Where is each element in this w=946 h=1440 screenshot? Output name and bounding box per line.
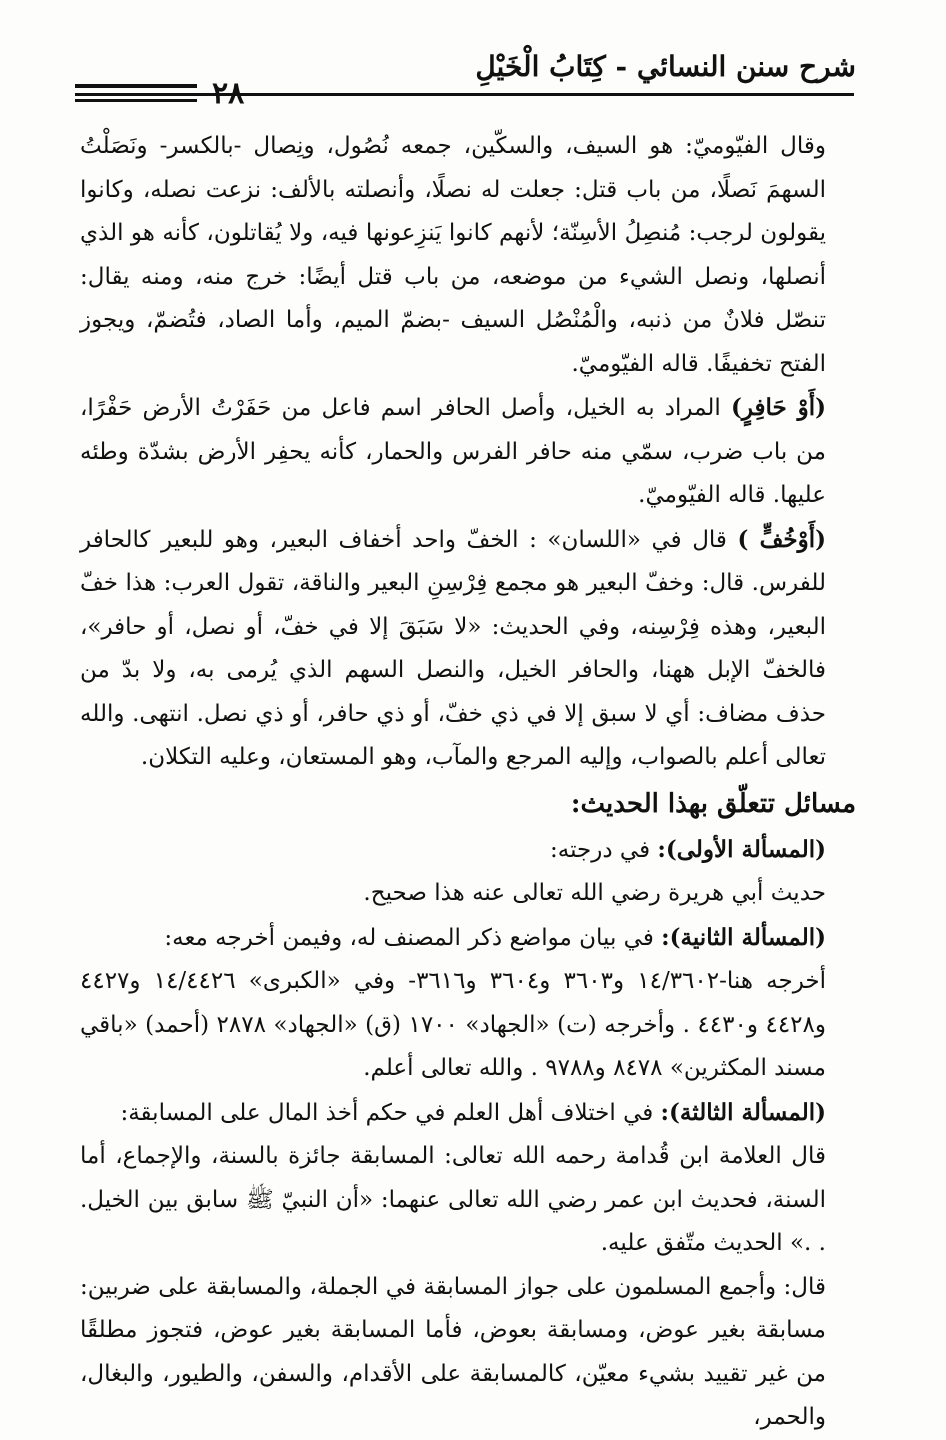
issue-two-label: (المسألة الثانية): — [661, 923, 826, 951]
paragraph-khuff-text: قال في «اللسان» : الخفّ واحد أخفاف البعير، وهو للبعير كالحافر للفرس. قال: وخفّ البعير هو مجمع فِرْسِنِ البعير والناقة، تقول العرب: هذا خفّ البعير، وهذه فِرْسِنه، وفي الحديث: «لا سَبَقَ إلا في خفّ، أو نصل، أو حافر»، فالخفّ الإبل ههنا، والحافر الخيل، والنصل السهم الذي يُرمى به، ولا بدّ من حذف مضاف: أي لا سبق إلا في ذي خفّ، أو ذي حافر، أو ذي نصل. انتهى. والله تعالى أعلم بالصواب، وإليه المرجع والمآب، وهو المستعان، وعليه التكلان. — [80, 526, 826, 770]
term-khuff: (أَوْخُفٍّ ) — [737, 525, 826, 553]
paragraph-hafir-text: المراد به الخيل، وأصل الحافر اسم فاعل من حَفَرْتُ الأرض حَفْرًا، من باب ضرب، سمّي منه حافر الفرس والحمار، كأنه يحفِر الأرض بشدّة وطئه عليها. قاله الفيّوميّ. — [80, 395, 826, 508]
issue-three-body: قال العلامة ابن قُدامة رحمه الله تعالى: المسابقة جائزة بالسنة، والإجماع، أما السنة، فحديث ابن عمر رضي الله تعالى عنهما: «أن النبيّ ﷺ سابق بين الخيل. . .» الحديث متّفق عليه. — [80, 1143, 826, 1256]
issue-three — [80, 1091, 856, 1136]
issue-two-title: في بيان مواضع ذكر المصنف له، وفيمن أخرجه معه: — [164, 924, 662, 951]
header-rule-upper — [75, 84, 197, 88]
issue-three-label: (المسألة الثالثة): — [660, 1098, 826, 1126]
issue-three-title: في اختلاف أهل العلم في حكم أخذ المال على المسابقة: — [120, 1099, 661, 1126]
page-body — [80, 125, 856, 1440]
running-header-title: شرح سنن النسائي - كِتَابُ الْخَيْلِ — [475, 50, 856, 83]
paragraph-consensus: قال: وأجمع المسلمون على جواز المسابقة في الجملة، والمسابقة على ضربين: مسابقة بغير عوض، ومسابقة بعوض، فأما المسابقة بغير عوض، فتجوز مطلقًا من غير تقييد بشيء معيّن، كالمسابقة على الأقدام، والسفن، والطيور، والبغال، والحمر، — [80, 1273, 826, 1430]
issue-one-label: (المسألة الأولى): — [657, 835, 826, 863]
issue-one — [80, 828, 856, 873]
paragraph-khuff — [80, 518, 856, 780]
issue-two — [80, 916, 856, 961]
issue-one-title: في درجته: — [550, 836, 658, 863]
header-rule — [75, 93, 854, 96]
issue-two-body: أخرجه هنا-١٤/٣٦٠٢ و٣٦٠٣ و٣٦٠٤ و٣٦١٦- وفي «الكبرى» ١٤/٤٤٢٦ و٤٤٢٧ و٤٤٢٨ و٤٤٣٠ . وأخرجه (ت) «الجهاد» ١٧٠٠ (ق) «الجهاد» ٢٨٧٨ (أحمد) «باقي مسند المكثرين» ٨٤٧٨ و٩٧٨٨ . والله تعالى أعلم. — [80, 968, 826, 1081]
issue-one-body: حديث أبي هريرة رضي الله تعالى عنه هذا صحيح. — [363, 880, 826, 906]
term-hafir: (أَوْ حَافِرٍ) — [730, 394, 826, 421]
paragraph-hafir — [80, 386, 856, 518]
header-rule-lower — [75, 99, 197, 102]
paragraph-nasl: وقال الفيّوميّ: هو السيف، والسكّين، جمعه نُصُول، ونِصال -بالكسر- ونَصَلْتُ السهمَ نَصلًا، من باب قتل: جعلت له نصلًا، وأنصلته بالألف: نزعت نصله، وكانوا يقولون لرجب: مُنصِلُ الأسِنّة؛ لأنهم كانوا يَنزِعونها فيه، ولا يُقاتلون، كأنه هو الذي أنصلها، ونصل الشيء من موضعه، من باب قتل أيضًا: خرج منه، ومنه يقال: تنصّل فلانٌ من ذنبه، والْمُنْصُل السيف -بضمّ الميم، وأما الصاد، فتُضمّ، ويجوز الفتح تخفيفًا. قاله الفيّوميّ. — [80, 133, 826, 377]
section-heading: مسائل تتعلّق بهذا الحديث: — [570, 788, 856, 819]
page-number: ٢٨ — [212, 76, 245, 111]
